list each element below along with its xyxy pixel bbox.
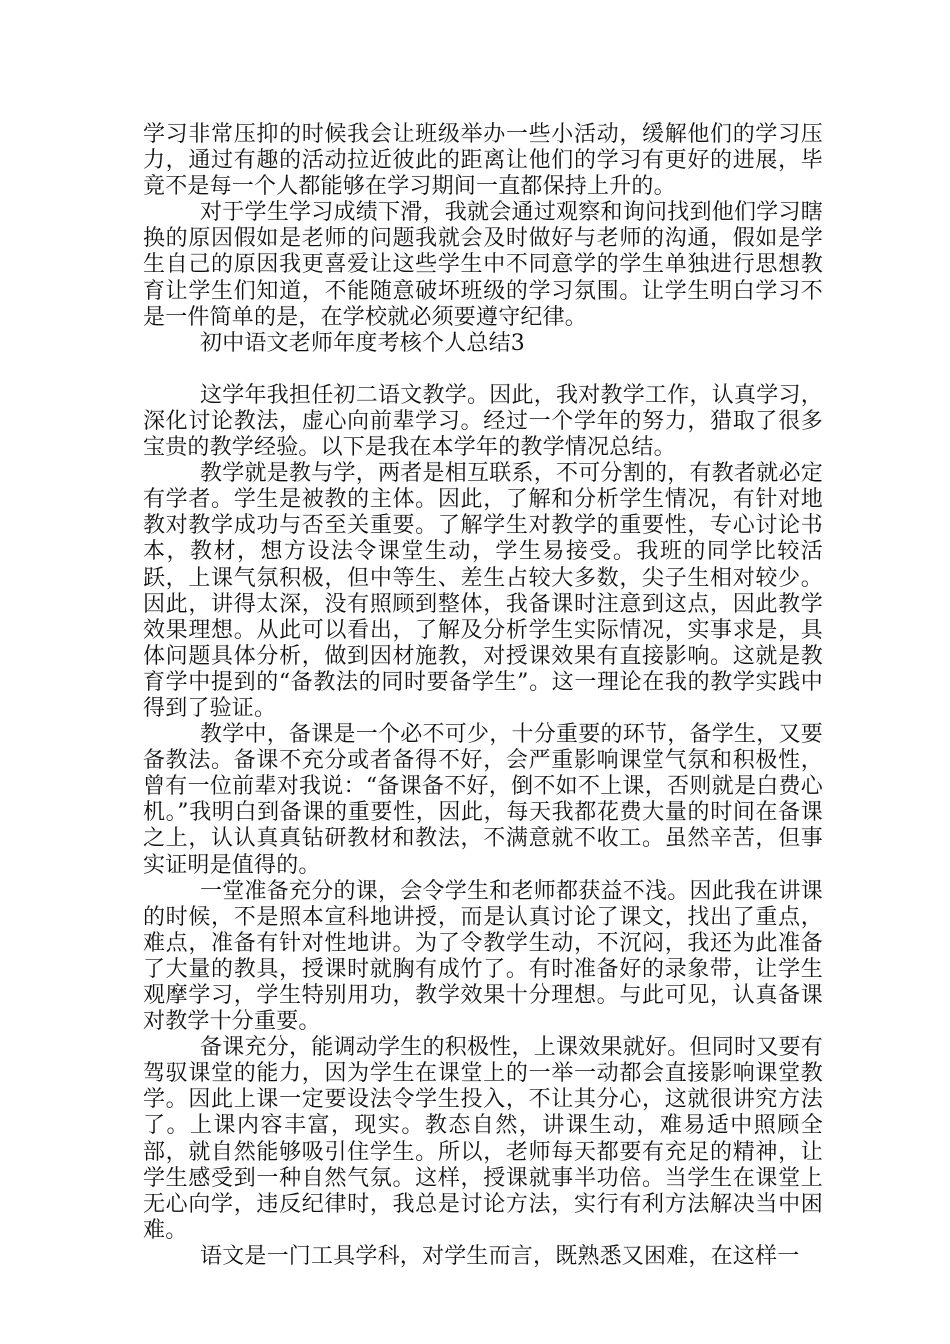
paragraph-grade-decline: 对于学生学习成绩下滑，我就会通过观察和询问找到他们学习瞎换的原因假如是老师的问题我就会及时做好与老师的沟通，假如是学生自己的原因我更喜爱让这些学生中不同意学的学生单独进行思想教育让学生们知道，不能随意破坏班级的学习氛围。让学生明白学习不是一件简单的是，在学校就必须要遵守纪律。 (143, 200, 823, 330)
paragraph-lesson-preparation: 教学中，备课是一个必不可少，十分重要的环节，备学生，又要备教法。备课不充分或者备得不好，会严重影响课堂气氛和积极性，曾有一位前辈对我说：“备课备不好，倒不如不上课，否则就是白费心机。”我明白到备课的重要性，因此，每天我都花费大量的时间在备课之上，认认真真钻研教材和教法，不满意就不收工。虽然辛苦，但事实证明是值得的。 (143, 722, 823, 878)
paragraph-teaching-and-learning: 教学就是教与学，两者是相互联系，不可分割的，有教者就必定有学者。学生是被教的主体。因此，了解和分析学生情况，有针对地教对教学成功与否至关重要。了解学生对教学的重要性，专心讨论书本，教材，想方设法令课堂生动，学生易接受。我班的同学比较活跃，上课气氛积极，但中等生、差生占较大多数，尖子生相对较少。因此，讲得太深，没有照顾到整体，我备课时注意到这点，因此教学效果理想。从此可以看出，了解及分析学生实际情况，实事求是，具体问题具体分析，做到因材施教，对授课效果有直接影响。这就是教育学中提到的“备教法的同时要备学生”。这一理论在我的教学实践中得到了验证。 (143, 461, 823, 721)
blank-line (143, 357, 823, 383)
paragraph-overview: 这学年我担任初二语文教学。因此，我对教学工作，认真学习，深化讨论教法，虚心向前辈学习。经过一个学年的努力，猎取了很多宝贵的教学经验。以下是我在本学年的教学情况总结。 (143, 382, 823, 461)
paragraph-prepared-lesson: 一堂准备充分的课，会令学生和老师都获益不浅。因此我在讲课的时候，不是照本宣科地讲授，而是认真讨论了课文，找出了重点，难点，准备有针对性地讲。为了令教学生动，不沉闷，我还为此准备了大量的教具，授课时就胸有成竹了。有时准备好的录象带，让学生观摩学习，学生特别用功，教学效果十分理想。与此可见，认真备课对教学十分重要。 (143, 878, 823, 1035)
paragraph-chinese-subject: 语文是一门工具学科，对学生而言，既熟悉又困难，在这样一 (200, 1243, 800, 1269)
paragraph-intro-continuation: 学习非常压抑的时候我会让班级举办一些小活动，缓解他们的学习压力，通过有趣的活动拉近彼此的距离让他们的学习有更好的进展，毕竟不是每一个人都能够在学习期间一直都保持上升的。 (143, 122, 823, 200)
paragraph-classroom-control: 备课充分，能调动学生的积极性，上课效果就好。但同时又要有驾驭课堂的能力，因为学生在课堂上的一举一动都会直接影响课堂教学。因此上课一定要设法令学生投入，不让其分心，这就很讲究方法了。上课内容丰富，现实。教态自然，讲课生动，难易适中照顾全部，就自然能够吸引住学生。所以，老师每天都要有充足的精神，让学生感受到一种自然气氛。这样，授课就事半功倍。当学生在课堂上无心向学，违反纪律时，我总是讨论方法，实行有利方法解决当中困难。 (143, 1035, 823, 1243)
document-page (143, 122, 823, 1270)
section-heading: 初中语文老师年度考核个人总结3 (200, 330, 525, 356)
